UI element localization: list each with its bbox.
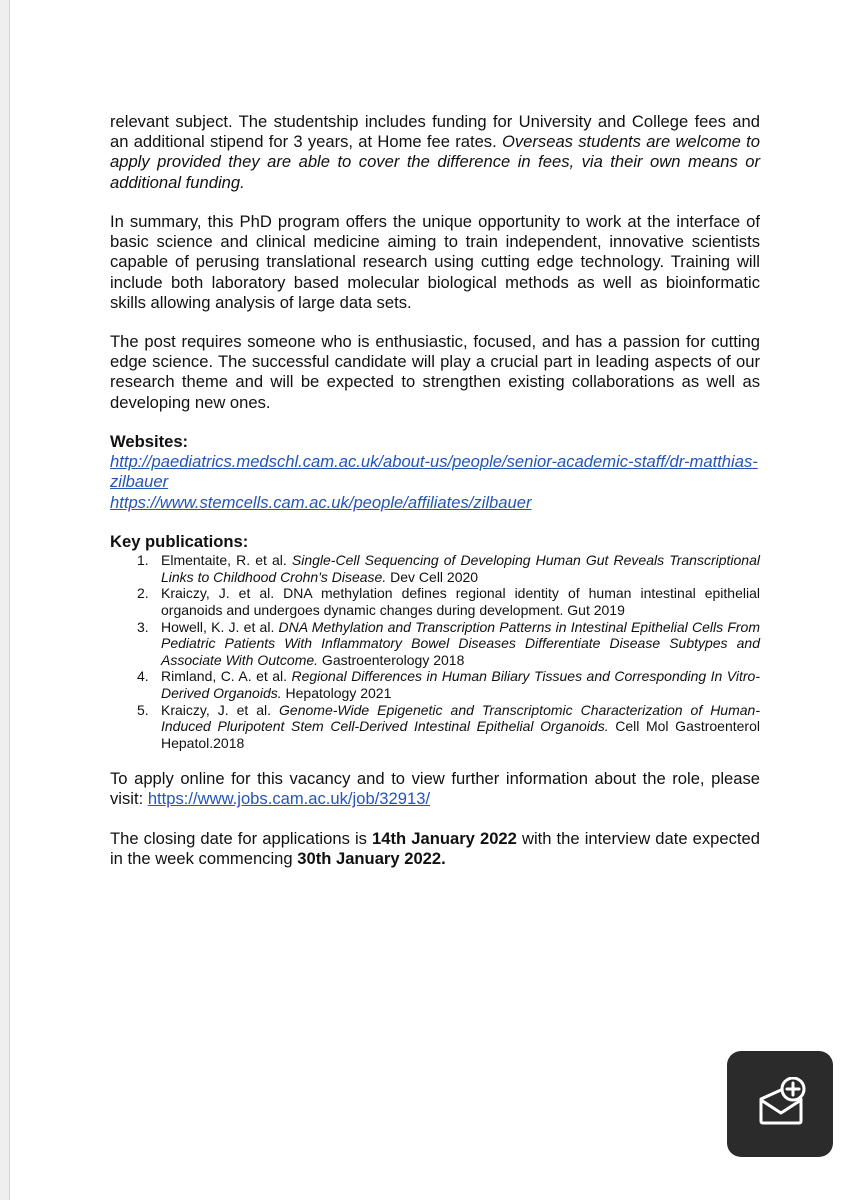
closing-date: 14th January 2022 — [372, 829, 517, 848]
overseas-note: Overseas students are welcome to apply provided they are able to cover the difference in fees, via their own means or additional funding. — [110, 132, 761, 192]
publication-item: 4. Rimland, C. A. et al. Regional Differences in Human Biliary Tissues and Corresponding In Vitro-Derived Organoids. Hepatology 2021 — [137, 668, 760, 701]
publications-section — [110, 532, 760, 751]
page-left-edge — [0, 0, 10, 1200]
publication-item: 2. Kraiczy, J. et al. DNA methylation defines regional identity of human intestinal epithelial organoids and undergoes dynamic changes during development. Gut 2019 — [137, 585, 760, 618]
publication-item: 3. Howell, K. J. et al. DNA Methylation and Transcription Patterns in Intestinal Epithelial Cells From Pediatric Patients With Inflammatory Bowel Diseases Differentiate Disease Subtypes and Associate With Outcome. Gastroenterology 2018 — [137, 618, 760, 668]
apply-paragraph: To apply online for this vacancy and to view further information about the role, please visit: https://www.jobs.cam.ac.uk/job/32913/ — [110, 769, 760, 809]
compose-mail-button[interactable] — [727, 1051, 833, 1157]
publication-item: 1. Elmentaite, R. et al. Single-Cell Sequencing of Developing Human Gut Reveals Transcriptional Links to Childhood Crohn's Disease. Dev Cell 2020 — [137, 552, 760, 585]
summary-paragraph: In summary, this PhD program offers the unique opportunity to work at the interface of basic science and clinical medicine aiming to train independent, innovative scientists capable of perusing translational research using cutting edge technology. Training will include both laboratory based molecular biological methods as well as bioinformatic skills allowing analysis of large data sets. — [110, 212, 760, 312]
interview-date: 30th January 2022. — [297, 849, 446, 869]
funding-paragraph: relevant subject. The studentship includes funding for University and College fees and an additional stipend for 3 years, at Home fee rates. Overseas students are welcome to apply provided they are able to cover the difference in fees, via their own means or additional funding. — [110, 112, 761, 192]
websites-section — [110, 432, 760, 513]
closing-date-paragraph: The closing date for applications is 14th January 2022 with the interview date expected in the week commencing 30th January 2022. — [110, 829, 760, 869]
paediatrics-link[interactable]: http://paediatrics.medschl.cam.ac.uk/about-us/people/senior-academic-staff/dr-matthias-zilbauer — [110, 452, 758, 492]
publication-item: 5. Kraiczy, J. et al. Genome-Wide Epigenetic and Transcriptomic Characterization of Human-Induced Pluripotent Stem Cell-Derived Intestinal Epithelial Organoids. Cell Mol Gastroenterol Hepatol.2018 — [137, 701, 760, 751]
websites-heading: Websites: — [110, 432, 189, 451]
publications-heading: Key publications: — [110, 532, 249, 551]
stemcells-link[interactable]: https://www.stemcells.cam.ac.uk/people/affiliates/zilbauer — [110, 492, 532, 512]
apply-link[interactable]: https://www.jobs.cam.ac.uk/job/32913/ — [147, 789, 431, 809]
publications-list — [110, 552, 760, 751]
requirements-paragraph: The post requires someone who is enthusiastic, focused, and has a passion for cutting edge science. The successful candidate will play a crucial part in leading aspects of our research theme and will be expected to strengthen existing collaborations as well as developing new ones. — [110, 332, 760, 412]
mail-add-icon — [755, 1077, 807, 1129]
